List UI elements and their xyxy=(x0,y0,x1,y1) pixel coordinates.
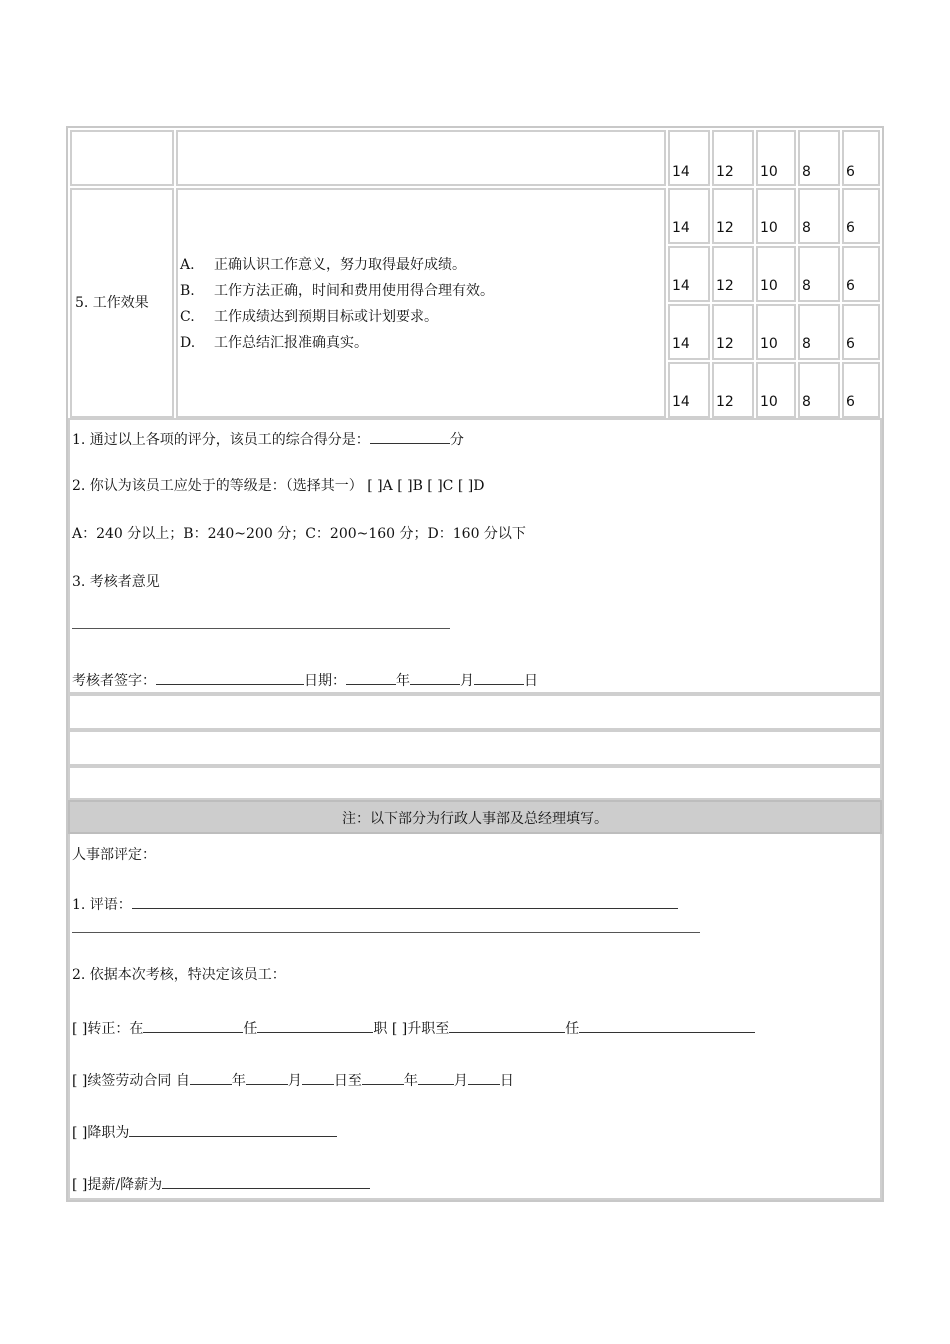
promote-checkbox[interactable]: [ ]升职至 xyxy=(391,1021,450,1037)
grade-legend: A：240 分以上；B：240~200 分；C：200~160 分；D：160 分以下 xyxy=(72,526,526,542)
score-cell[interactable]: 12 xyxy=(712,246,754,302)
score-cell[interactable]: 8 xyxy=(798,246,840,302)
score-cell[interactable]: 6 xyxy=(842,362,880,418)
renew-checkbox[interactable]: [ ]续签劳动合同 自 xyxy=(72,1073,190,1089)
score-cell[interactable]: 8 xyxy=(798,362,840,418)
item5-criteria-cell xyxy=(176,188,666,418)
total-score-field[interactable] xyxy=(370,429,450,444)
score-cell[interactable]: 14 xyxy=(668,362,710,418)
score-cell[interactable]: 10 xyxy=(756,304,796,360)
score-cell[interactable]: 10 xyxy=(756,362,796,418)
score-cell[interactable]: 6 xyxy=(842,130,880,186)
grade-select-line[interactable]: 2. 你认为该员工应处于的等级是：（选择其一） [ ]A [ ]B [ ]C [ ]D xyxy=(72,478,485,494)
hr-decision-label: 2. 依据本次考核，特决定该员工： xyxy=(72,967,286,983)
regularize-dept-field[interactable] xyxy=(143,1018,243,1033)
item-cell-empty xyxy=(70,130,174,186)
score-cell[interactable]: 10 xyxy=(756,246,796,302)
score-table xyxy=(68,128,882,418)
hr-comment-field[interactable] xyxy=(132,894,678,909)
option-c: C. 工作成绩达到预期目标或计划要求。 xyxy=(180,309,438,325)
score-cell[interactable]: 12 xyxy=(712,188,754,244)
score-cell[interactable]: 14 xyxy=(668,130,710,186)
score-cell[interactable]: 12 xyxy=(712,304,754,360)
score-cell[interactable]: 14 xyxy=(668,188,710,244)
hr-title: 人事部评定： xyxy=(72,847,156,863)
hr-evaluation-block xyxy=(68,834,882,1200)
renew-to-year[interactable] xyxy=(362,1070,404,1085)
signature-field[interactable] xyxy=(156,670,304,685)
renew-to-day[interactable] xyxy=(468,1070,500,1085)
signature-line: 考核者签字： 日期： 年 月 日 xyxy=(72,670,538,690)
summary-block xyxy=(68,418,882,694)
score-cell[interactable]: 14 xyxy=(668,246,710,302)
empty-row xyxy=(68,730,882,766)
evaluation-form xyxy=(66,126,884,1202)
option-a: A. 正确认识工作意义，努力取得最好成绩。 xyxy=(180,257,466,273)
renew-contract-line: [ ]续签劳动合同 自 年 月 日至 年 月 日 xyxy=(72,1070,514,1090)
regularize-checkbox[interactable]: [ ]转正：在 xyxy=(72,1021,144,1037)
score-cell[interactable]: 8 xyxy=(798,304,840,360)
score-cell[interactable]: 6 xyxy=(842,188,880,244)
score-cell[interactable]: 8 xyxy=(798,188,840,244)
admin-note-header: 注：以下部分为行政人事部及总经理填写。 xyxy=(68,800,882,834)
item5-label-cell xyxy=(70,188,174,418)
renew-from-day[interactable] xyxy=(302,1070,334,1085)
demote-line xyxy=(72,1122,337,1142)
score-cell[interactable]: 6 xyxy=(842,246,880,302)
renew-from-month[interactable] xyxy=(246,1070,288,1085)
reviewer-opinion-label: 3. 考核者意见 xyxy=(72,574,160,590)
promote-post-field[interactable] xyxy=(579,1018,755,1033)
renew-to-month[interactable] xyxy=(418,1070,454,1085)
hr-comment-line: 1. 评语： xyxy=(72,894,678,914)
salary-field[interactable] xyxy=(162,1174,370,1189)
score-cell[interactable]: 10 xyxy=(756,188,796,244)
empty-row xyxy=(68,694,882,730)
item5-label: 5. 工作效果 xyxy=(75,295,149,311)
date-year-field[interactable] xyxy=(346,670,396,685)
salary-checkbox[interactable]: [ ]提薪/降薪为 xyxy=(72,1177,163,1193)
salary-line xyxy=(72,1174,370,1194)
score-cell[interactable]: 12 xyxy=(712,362,754,418)
promote-dept-field[interactable] xyxy=(449,1018,565,1033)
option-b: B. 工作方法正确，时间和费用使用得合理有效。 xyxy=(180,283,494,299)
score-cell[interactable]: 12 xyxy=(712,130,754,186)
regularize-line: [ ]转正：在 任 职 [ ]升职至 任 xyxy=(72,1018,755,1038)
option-d: D. 工作总结汇报准确真实。 xyxy=(180,335,368,351)
score-cell[interactable]: 6 xyxy=(842,304,880,360)
score-cell[interactable]: 14 xyxy=(668,304,710,360)
demote-checkbox[interactable]: [ ]降职为 xyxy=(72,1125,130,1141)
regularize-post-field[interactable] xyxy=(257,1018,373,1033)
demote-field[interactable] xyxy=(129,1122,337,1137)
score-cell[interactable]: 8 xyxy=(798,130,840,186)
empty-row xyxy=(68,766,882,800)
criteria-cell-empty xyxy=(176,130,666,186)
renew-from-year[interactable] xyxy=(190,1070,232,1085)
hr-comment-field-2[interactable] xyxy=(72,932,700,933)
date-month-field[interactable] xyxy=(410,670,460,685)
reviewer-opinion-field[interactable] xyxy=(72,628,450,629)
total-score-line: 1. 通过以上各项的评分，该员工的综合得分是： 分 xyxy=(72,429,464,449)
date-day-field[interactable] xyxy=(474,670,524,685)
score-cell[interactable]: 10 xyxy=(756,130,796,186)
